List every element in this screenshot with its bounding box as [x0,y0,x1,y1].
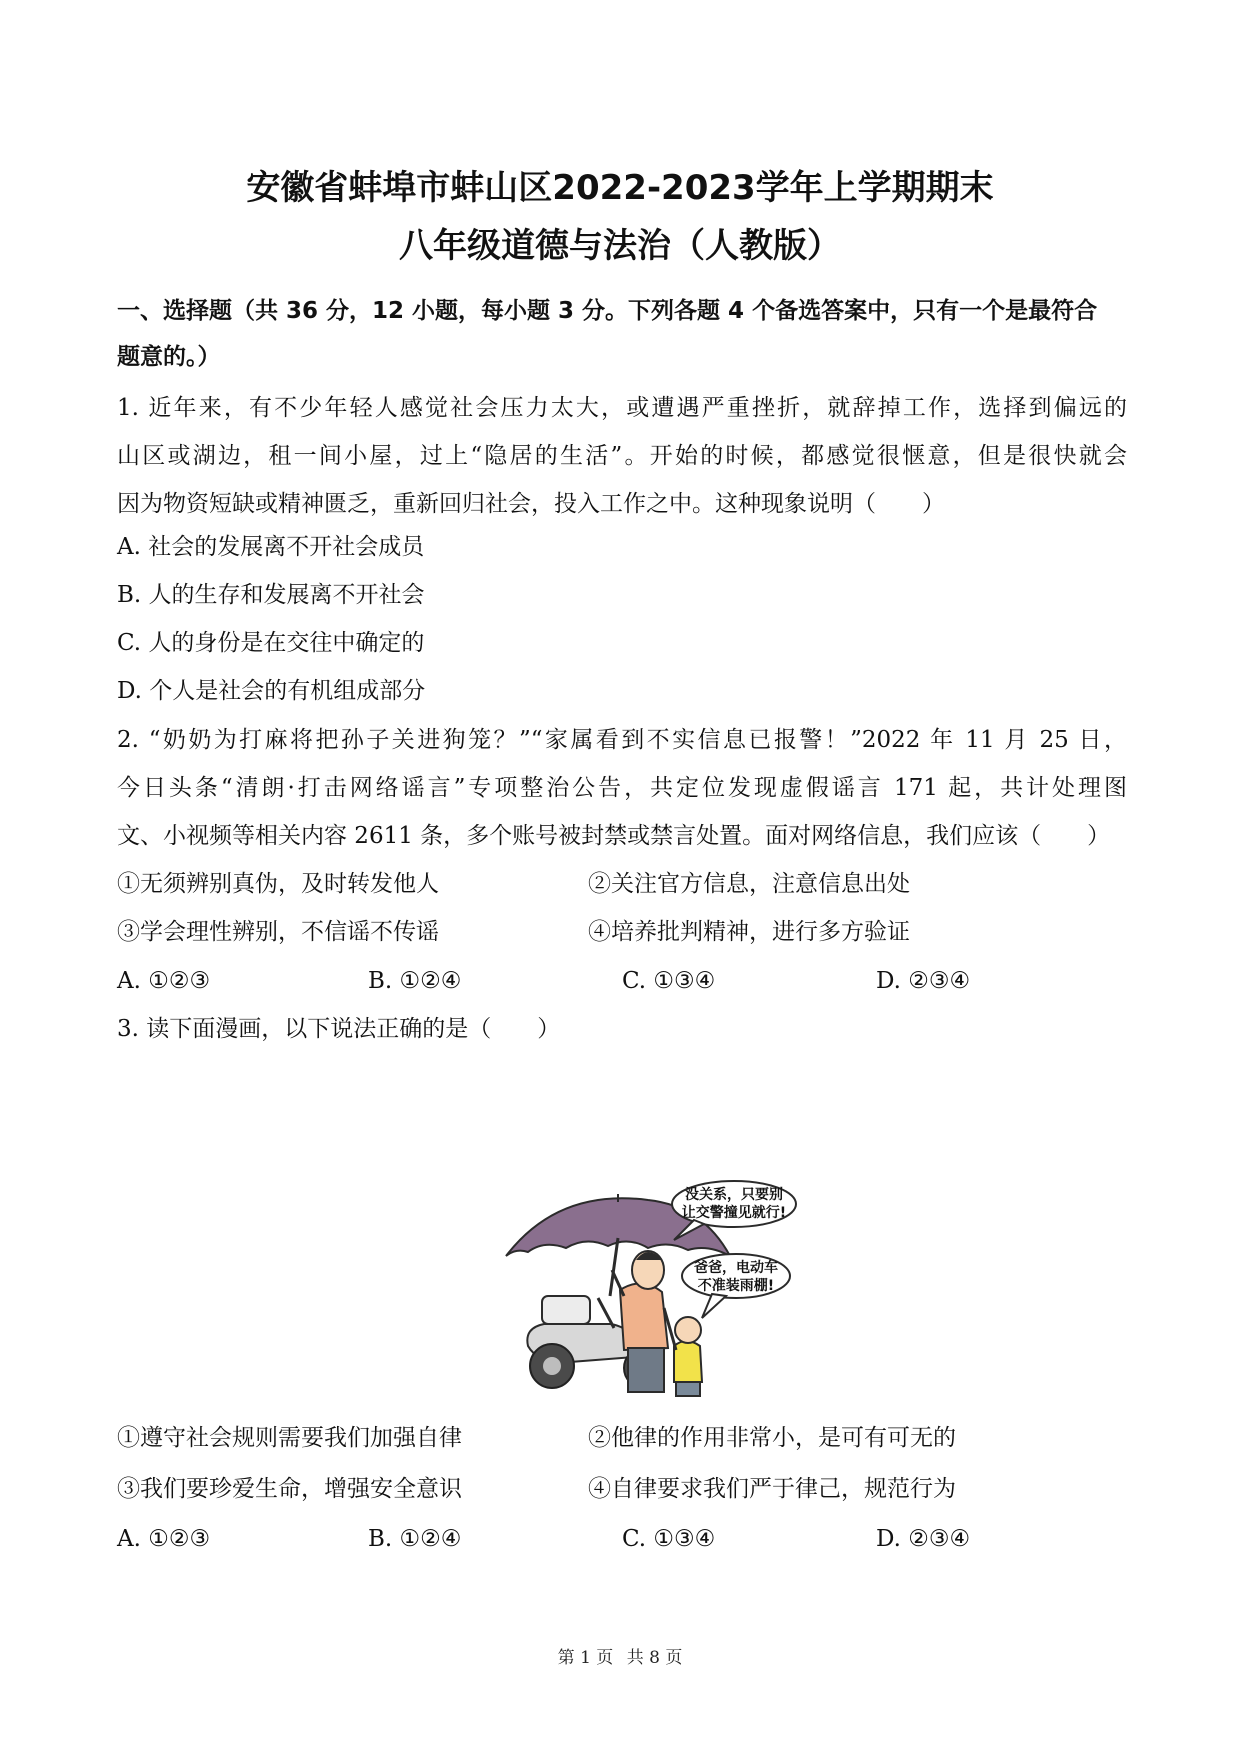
father-speech-bubble [672,1181,796,1240]
child-bubble-text-2: 不准装雨棚! [697,1278,775,1294]
question-2-line-3: 文、小视频等相关内容 2611 条，多个账号被封禁或禁言处置。面对网络信息，我们应该（ ） [117,823,1111,849]
child-bubble-text-1: 爸爸，电动车 [694,1260,778,1276]
umbrella-pole [610,1238,618,1296]
father-shirt [620,1283,668,1350]
question-3-option-a: A. ①②③ [117,1526,211,1552]
scooter-front-hub [543,1357,561,1375]
exam-subtitle: 八年级道德与法治（人教版） [399,226,841,266]
question-2-option-d: D. ②③④ [876,968,971,994]
page-number: 第 1 页 [557,1648,614,1668]
question-2-option-c: C. ①③④ [622,968,716,994]
question-3-option-d: D. ②③④ [876,1526,971,1552]
child-shorts [676,1382,700,1396]
child-bubble-tail [702,1294,726,1318]
question-1-option-c: C. 人的身份是在交往中确定的 [117,630,425,656]
question-1-line-2: 山区或湖边，租一间小屋，过上“隐居的生活”。开始的时候，都感觉很惬意，但是很快就会 [117,443,1127,469]
question-2-line-2: 今日头条“清朗·打击网络谣言”专项整治公告，共定位发现虚假谣言 171 起，共计处理图 [117,775,1127,801]
question-1-option-b: B. 人的生存和发展离不开社会 [117,582,425,608]
question-2-option-b: B. ①②④ [368,968,462,994]
father-figure [612,1251,668,1392]
cartoon-illustration [498,1178,798,1400]
exam-title: 安徽省蚌埠市蚌山区2022-2023学年上学期期末 [246,168,994,208]
father-bubble-text-1: 没关系，只要别 [685,1187,783,1203]
question-2-statement-2: ②关注官方信息，注意信息出处 [588,871,910,897]
question-3-option-c: C. ①③④ [622,1526,716,1552]
question-3-option-b: B. ①②④ [368,1526,462,1552]
question-2-statement-3: ③学会理性辨别，不信谣不传谣 [117,919,439,945]
father-arm [612,1270,624,1296]
question-3-statement-1: ①遵守社会规则需要我们加强自律 [117,1425,462,1451]
child-head [675,1317,701,1343]
page-total: 共 8 页 [626,1648,683,1668]
father-bubble-text-2: 让交警撞见就行! [681,1205,787,1221]
scooter-basket [542,1296,590,1324]
question-2-option-a: A. ①②③ [117,968,211,994]
question-1-line-3: 因为物资短缺或精神匮乏，重新回归社会，投入工作之中。这种现象说明（ ） [117,491,945,517]
question-2-statement-4: ④培养批判精神，进行多方验证 [588,919,910,945]
question-2-line-1: 2. “奶奶为打麻将把孙子关进狗笼？”“家属看到不实信息已报警！”2022 年 11 月 25 日， [117,727,1127,753]
question-3-statement-3: ③我们要珍爱生命，增强安全意识 [117,1476,462,1502]
question-3-statement-4: ④自律要求我们严于律己，规范行为 [588,1476,956,1502]
child-speech-bubble [682,1254,790,1318]
page-footer [0,1643,1240,1668]
section-heading-line-2: 题意的。） [117,344,221,370]
question-1-option-d: D. 个人是社会的有机组成部分 [117,678,426,704]
section-heading-line-1: 一、选择题（共 36 分，12 小题，每小题 3 分。下列各题 4 个备选答案中，只有一个是最符合 [117,298,1098,324]
father-trousers [628,1348,664,1392]
question-2-statement-1: ①无须辨别真伪，及时转发他人 [117,871,439,897]
child-shirt [674,1341,702,1382]
child-figure [664,1308,702,1396]
question-1-option-a: A. 社会的发展离不开社会成员 [117,534,425,560]
question-1-line-1: 1. 近年来，有不少年轻人感觉社会压力太大，或遭遇严重挫折，就辞掉工作，选择到偏远的 [117,395,1127,421]
question-3-line-1: 3. 读下面漫画，以下说法正确的是（ ） [117,1016,561,1042]
question-3-statement-2: ②他律的作用非常小，是可有可无的 [588,1425,956,1451]
